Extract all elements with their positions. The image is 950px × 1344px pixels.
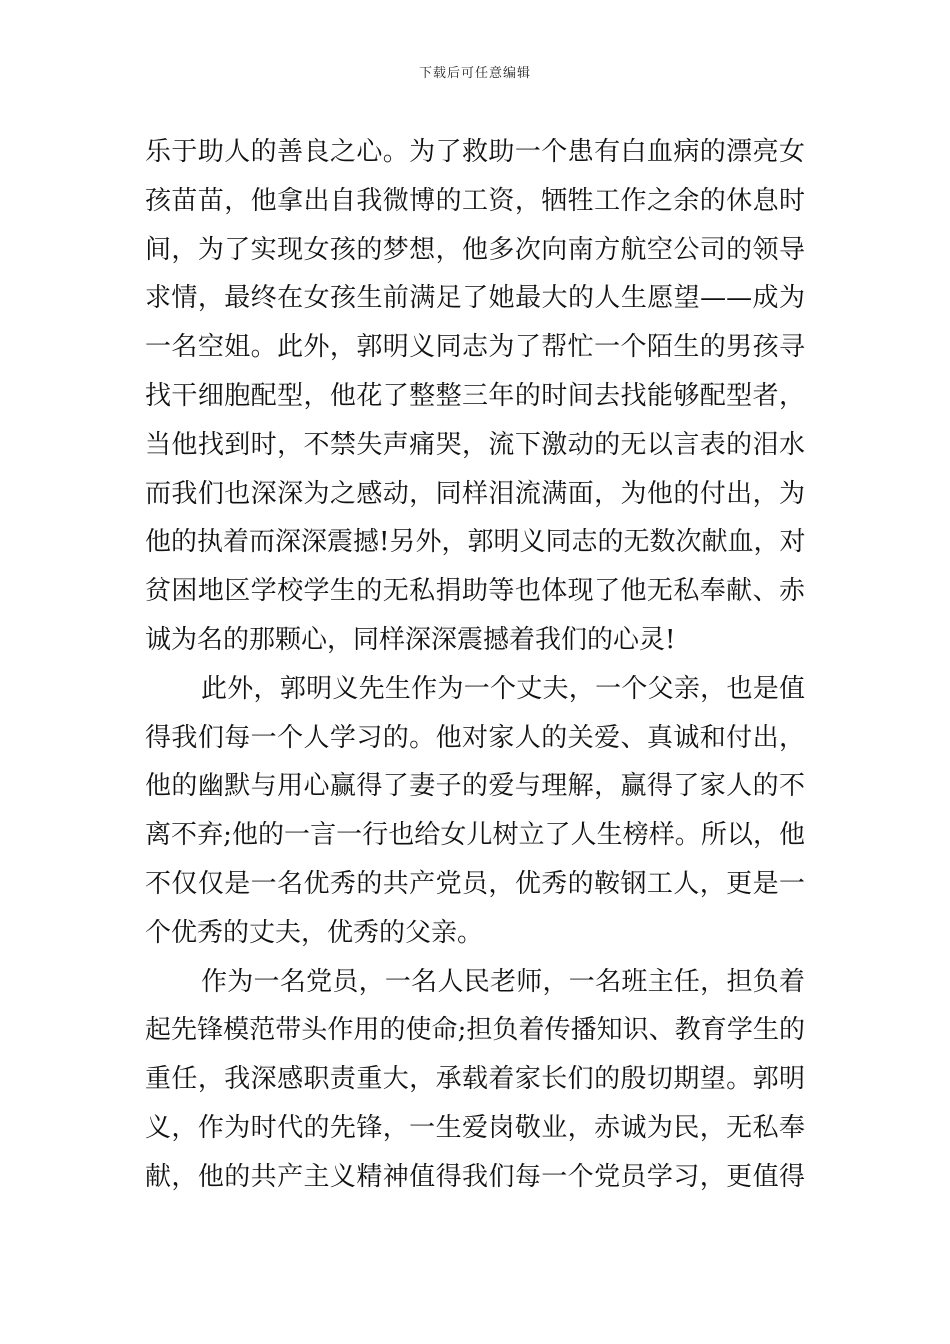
text-line: 当他找到时，不禁失声痛哭，流下激动的无以言表的泪水	[145, 429, 805, 460]
text-line: 而我们也深深为之感动，同样泪流满面，为他的付出，为	[145, 478, 805, 509]
text-line: 孩苗苗，他拿出自我微博的工资，牺牲工作之余的休息时	[145, 185, 805, 216]
text-line: 一名空姐。此外，郭明义同志为了帮忙一个陌生的男孩寻	[145, 332, 805, 363]
text-line: 此外，郭明义先生作为一个丈夫，一个父亲，也是值	[201, 673, 805, 704]
text-line: 作为一名党员，一名人民老师，一名班主任，担负着	[201, 966, 805, 997]
text-line: 献，他的共产主义精神值得我们每一个党员学习，更值得	[145, 1161, 805, 1192]
text-line: 找干细胞配型，他花了整整三年的时间去找能够配型者，	[145, 380, 805, 411]
paragraph-3	[145, 958, 805, 1202]
text-line: 他的幽默与用心赢得了妻子的爱与理解，赢得了家人的不	[145, 771, 805, 802]
text-line: 起先锋模范带头作用的使命;担负着传播知识、教育学生的	[145, 1015, 805, 1046]
text-line: 他的执着而深深震撼!另外，郭明义同志的无数次献血，对	[145, 527, 806, 558]
text-line: 贫困地区学校学生的无私捐助等也体现了他无私奉献、赤	[145, 576, 805, 607]
text-line: 诚为名的那颗心，同样深深震撼着我们的心灵!	[145, 624, 676, 655]
text-line: 求情，最终在女孩生前满足了她最大的人生愿望——成为	[145, 283, 805, 314]
paragraph-1	[145, 128, 805, 665]
text-line: 重任，我深感职责重大，承载着家长们的殷切期望。郭明	[145, 1064, 805, 1095]
text-line: 义，作为时代的先锋，一生爱岗敬业，赤诚为民，无私奉	[145, 1112, 805, 1143]
text-line: 得我们每一个人学习的。他对家人的关爱、真诚和付出，	[145, 722, 805, 753]
text-line: 个优秀的丈夫，优秀的父亲。	[145, 917, 484, 948]
paragraph-2	[145, 665, 805, 958]
text-line: 间，为了实现女孩的梦想，他多次向南方航空公司的领导	[145, 234, 805, 265]
document-body	[145, 128, 805, 1202]
text-line: 离不弃;他的一言一行也给女儿树立了人生榜样。所以，他	[145, 820, 805, 851]
page-header: 下载后可任意编辑	[418, 66, 531, 81]
text-line: 不仅仅是一名优秀的共产党员，优秀的鞍钢工人，更是一	[145, 868, 805, 899]
text-line: 乐于助人的善良之心。为了救助一个患有白血病的漂亮女	[145, 137, 805, 167]
